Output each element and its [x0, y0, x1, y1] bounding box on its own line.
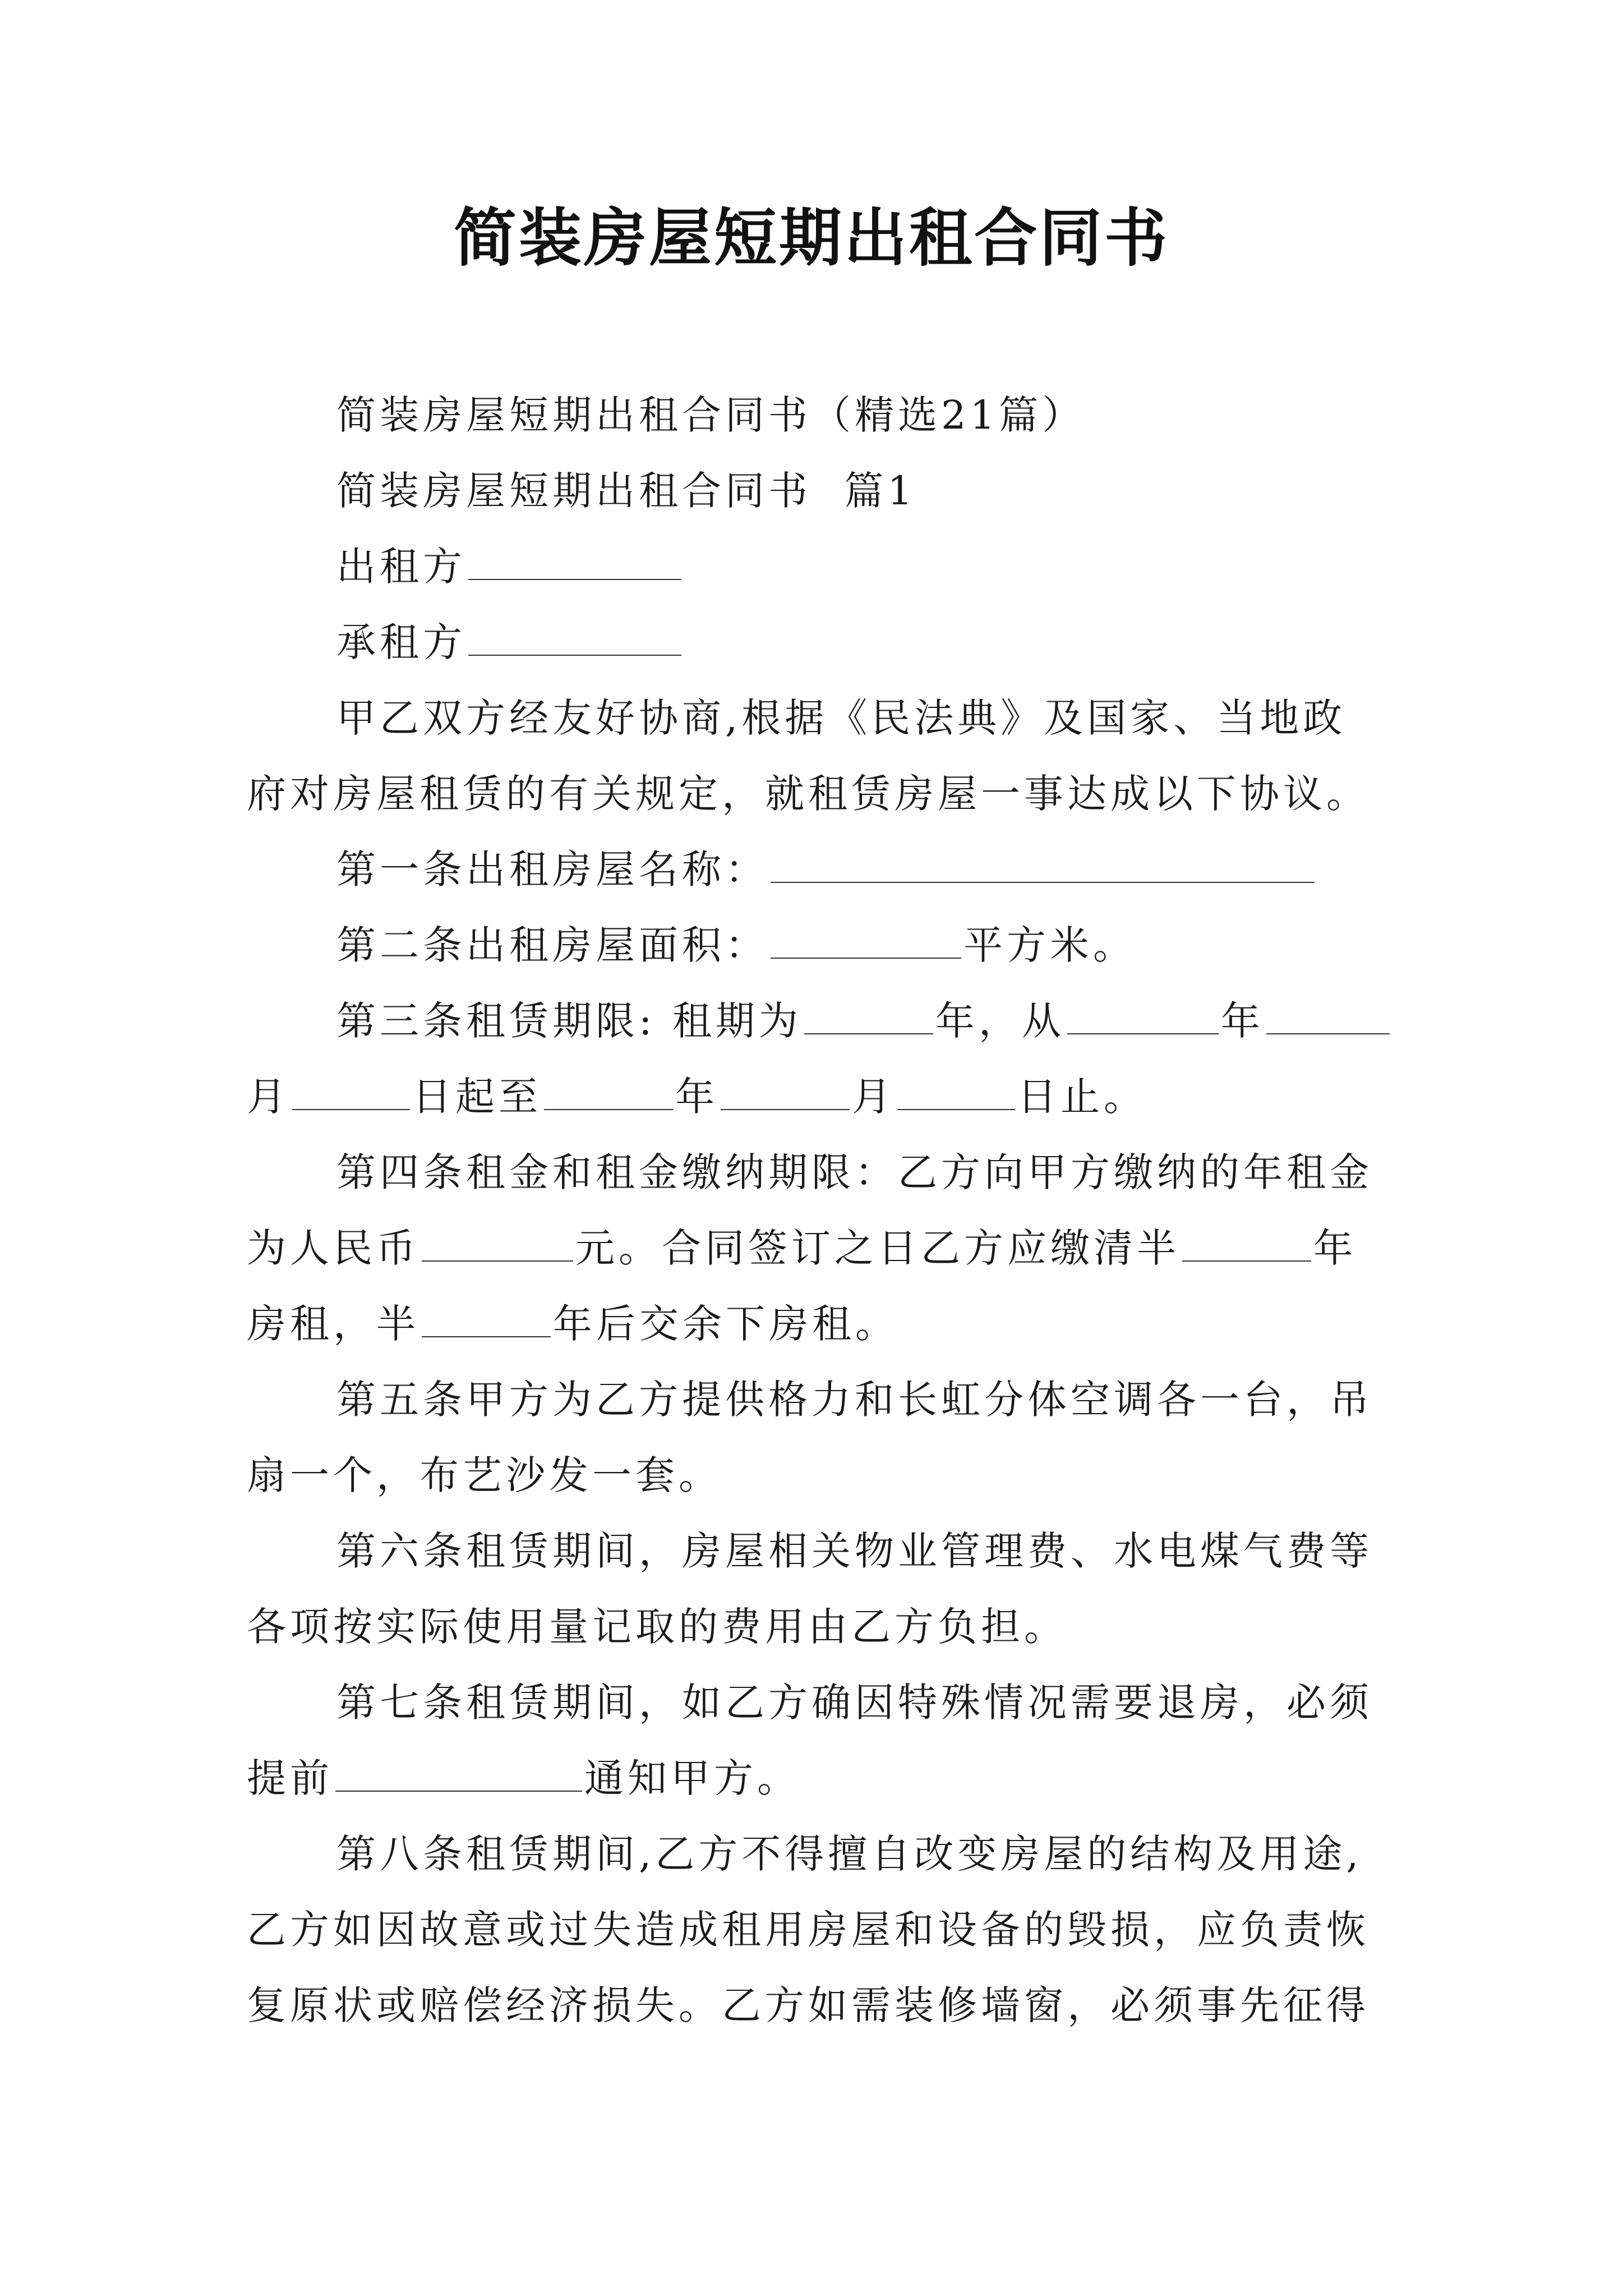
end-year-blank: [544, 1071, 673, 1110]
subtitle-line: [336, 387, 1481, 443]
article-4-text: 元。合同签订之日乙方应缴清半: [575, 1225, 1180, 1271]
article-7-text: 提前: [247, 1755, 333, 1801]
end-month-blank: [721, 1071, 850, 1110]
article-4-text: 年后交余下房租。: [553, 1301, 898, 1347]
article-4-text: 房租，半: [247, 1301, 419, 1347]
end-day-blank: [897, 1071, 1015, 1110]
article-3-text: 年: [1220, 998, 1264, 1044]
article-3-text: 年，从: [935, 998, 1065, 1044]
article-7-text: 通知甲方。: [584, 1755, 800, 1801]
article-4-line-1: [336, 1144, 1481, 1200]
article-6-text: 各项按实际使用量记取的费用由乙方负担。: [247, 1604, 1067, 1650]
article-3-text: 日起至: [412, 1074, 542, 1120]
article-8-text: 乙方如因故意或过失造成租用房屋和设备的毁损，应负责恢: [247, 1907, 1370, 1953]
section-heading-text: 简装房屋短期出租合同书 篇1: [336, 468, 917, 514]
area-unit-text: 平方米。: [963, 922, 1136, 968]
paragraph-text: 府对房屋租赁的有关规定，就租赁房屋一事达成以下协议。: [247, 771, 1370, 817]
section-heading: [336, 463, 1481, 519]
start-year-blank: [1067, 995, 1219, 1034]
lessor-line: [336, 539, 1481, 595]
article-3-text: 月: [852, 1074, 895, 1120]
article-4-line-2: [247, 1220, 1391, 1276]
article-8-line-3: [247, 1977, 1391, 2033]
article-6-line-1: [336, 1523, 1481, 1579]
article-8-text: 复原状或赔偿经济损失。乙方如需装修墙窗，必须事先征得: [247, 1982, 1370, 2028]
subtitle-text: 简装房屋短期出租合同书（精选21篇）: [336, 392, 1086, 438]
article-7-line-2: [247, 1750, 1391, 1806]
notice-period-blank: [335, 1752, 582, 1792]
paragraph-intro-line-2: [247, 766, 1391, 822]
article-4-text: 为人民币: [247, 1225, 419, 1271]
prepay-years-blank: [1182, 1222, 1311, 1262]
article-4-line-3: [247, 1296, 1391, 1352]
article-4-text: 第四条租金和租金缴纳期限：乙方向甲方缴纳的年租金: [336, 1149, 1373, 1195]
article-2-line: [336, 917, 1481, 973]
start-month-blank: [1266, 995, 1390, 1034]
article-8-line-2: [247, 1902, 1391, 1958]
article-7-line-1: [336, 1674, 1481, 1731]
lessee-line: [336, 614, 1481, 670]
article-5-line-1: [336, 1372, 1481, 1428]
lessee-label: 承租方: [336, 619, 466, 665]
article-3-text: 第三条租赁期限: 租期为: [336, 998, 802, 1044]
lessee-blank: [468, 616, 681, 656]
article-4-text: 年: [1313, 1225, 1357, 1271]
article-6-text: 第六条租赁期间，房屋相关物业管理费、水电煤气费等: [336, 1528, 1373, 1574]
article-2-text: 第二条出租房屋面积：: [336, 922, 768, 968]
article-5-text: 扇一个，布艺沙发一套。: [247, 1452, 722, 1498]
area-blank: [771, 919, 961, 959]
article-8-text: 第八条租赁期间,乙方不得擅自改变房屋的结构及用途,: [336, 1831, 1363, 1877]
article-1-text: 第一条出租房屋名称：: [336, 846, 768, 892]
article-3-text: 日止。: [1017, 1074, 1147, 1120]
article-5-text: 第五条甲方为乙方提供格力和长虹分体空调各一台，吊: [336, 1377, 1373, 1423]
house-name-blank: [771, 844, 1315, 883]
rent-amount-blank: [422, 1222, 573, 1262]
document-title: 简装房屋短期出租合同书: [454, 201, 1169, 275]
start-day-blank: [292, 1071, 410, 1110]
paragraph-intro-line-1: [336, 690, 1481, 746]
article-8-line-1: [336, 1826, 1481, 1882]
article-3-text: 月: [247, 1074, 290, 1120]
article-6-line-2: [247, 1599, 1391, 1655]
lessor-label: 出租方: [336, 544, 466, 590]
article-1-line: [336, 841, 1481, 898]
lessor-blank: [468, 541, 681, 580]
balance-years-blank: [422, 1298, 551, 1337]
paragraph-text: 甲乙双方经友好协商,根据《民法典》及国家、当地政: [336, 695, 1347, 741]
article-3-text: 年: [675, 1074, 718, 1120]
article-5-line-2: [247, 1447, 1391, 1503]
article-3-line-2: [247, 1069, 1391, 1125]
term-years-blank: [804, 995, 933, 1034]
article-7-text: 第七条租赁期间，如乙方确因特殊情况需要退房，必须: [336, 1680, 1373, 1726]
article-3-line-1: [336, 993, 1481, 1049]
